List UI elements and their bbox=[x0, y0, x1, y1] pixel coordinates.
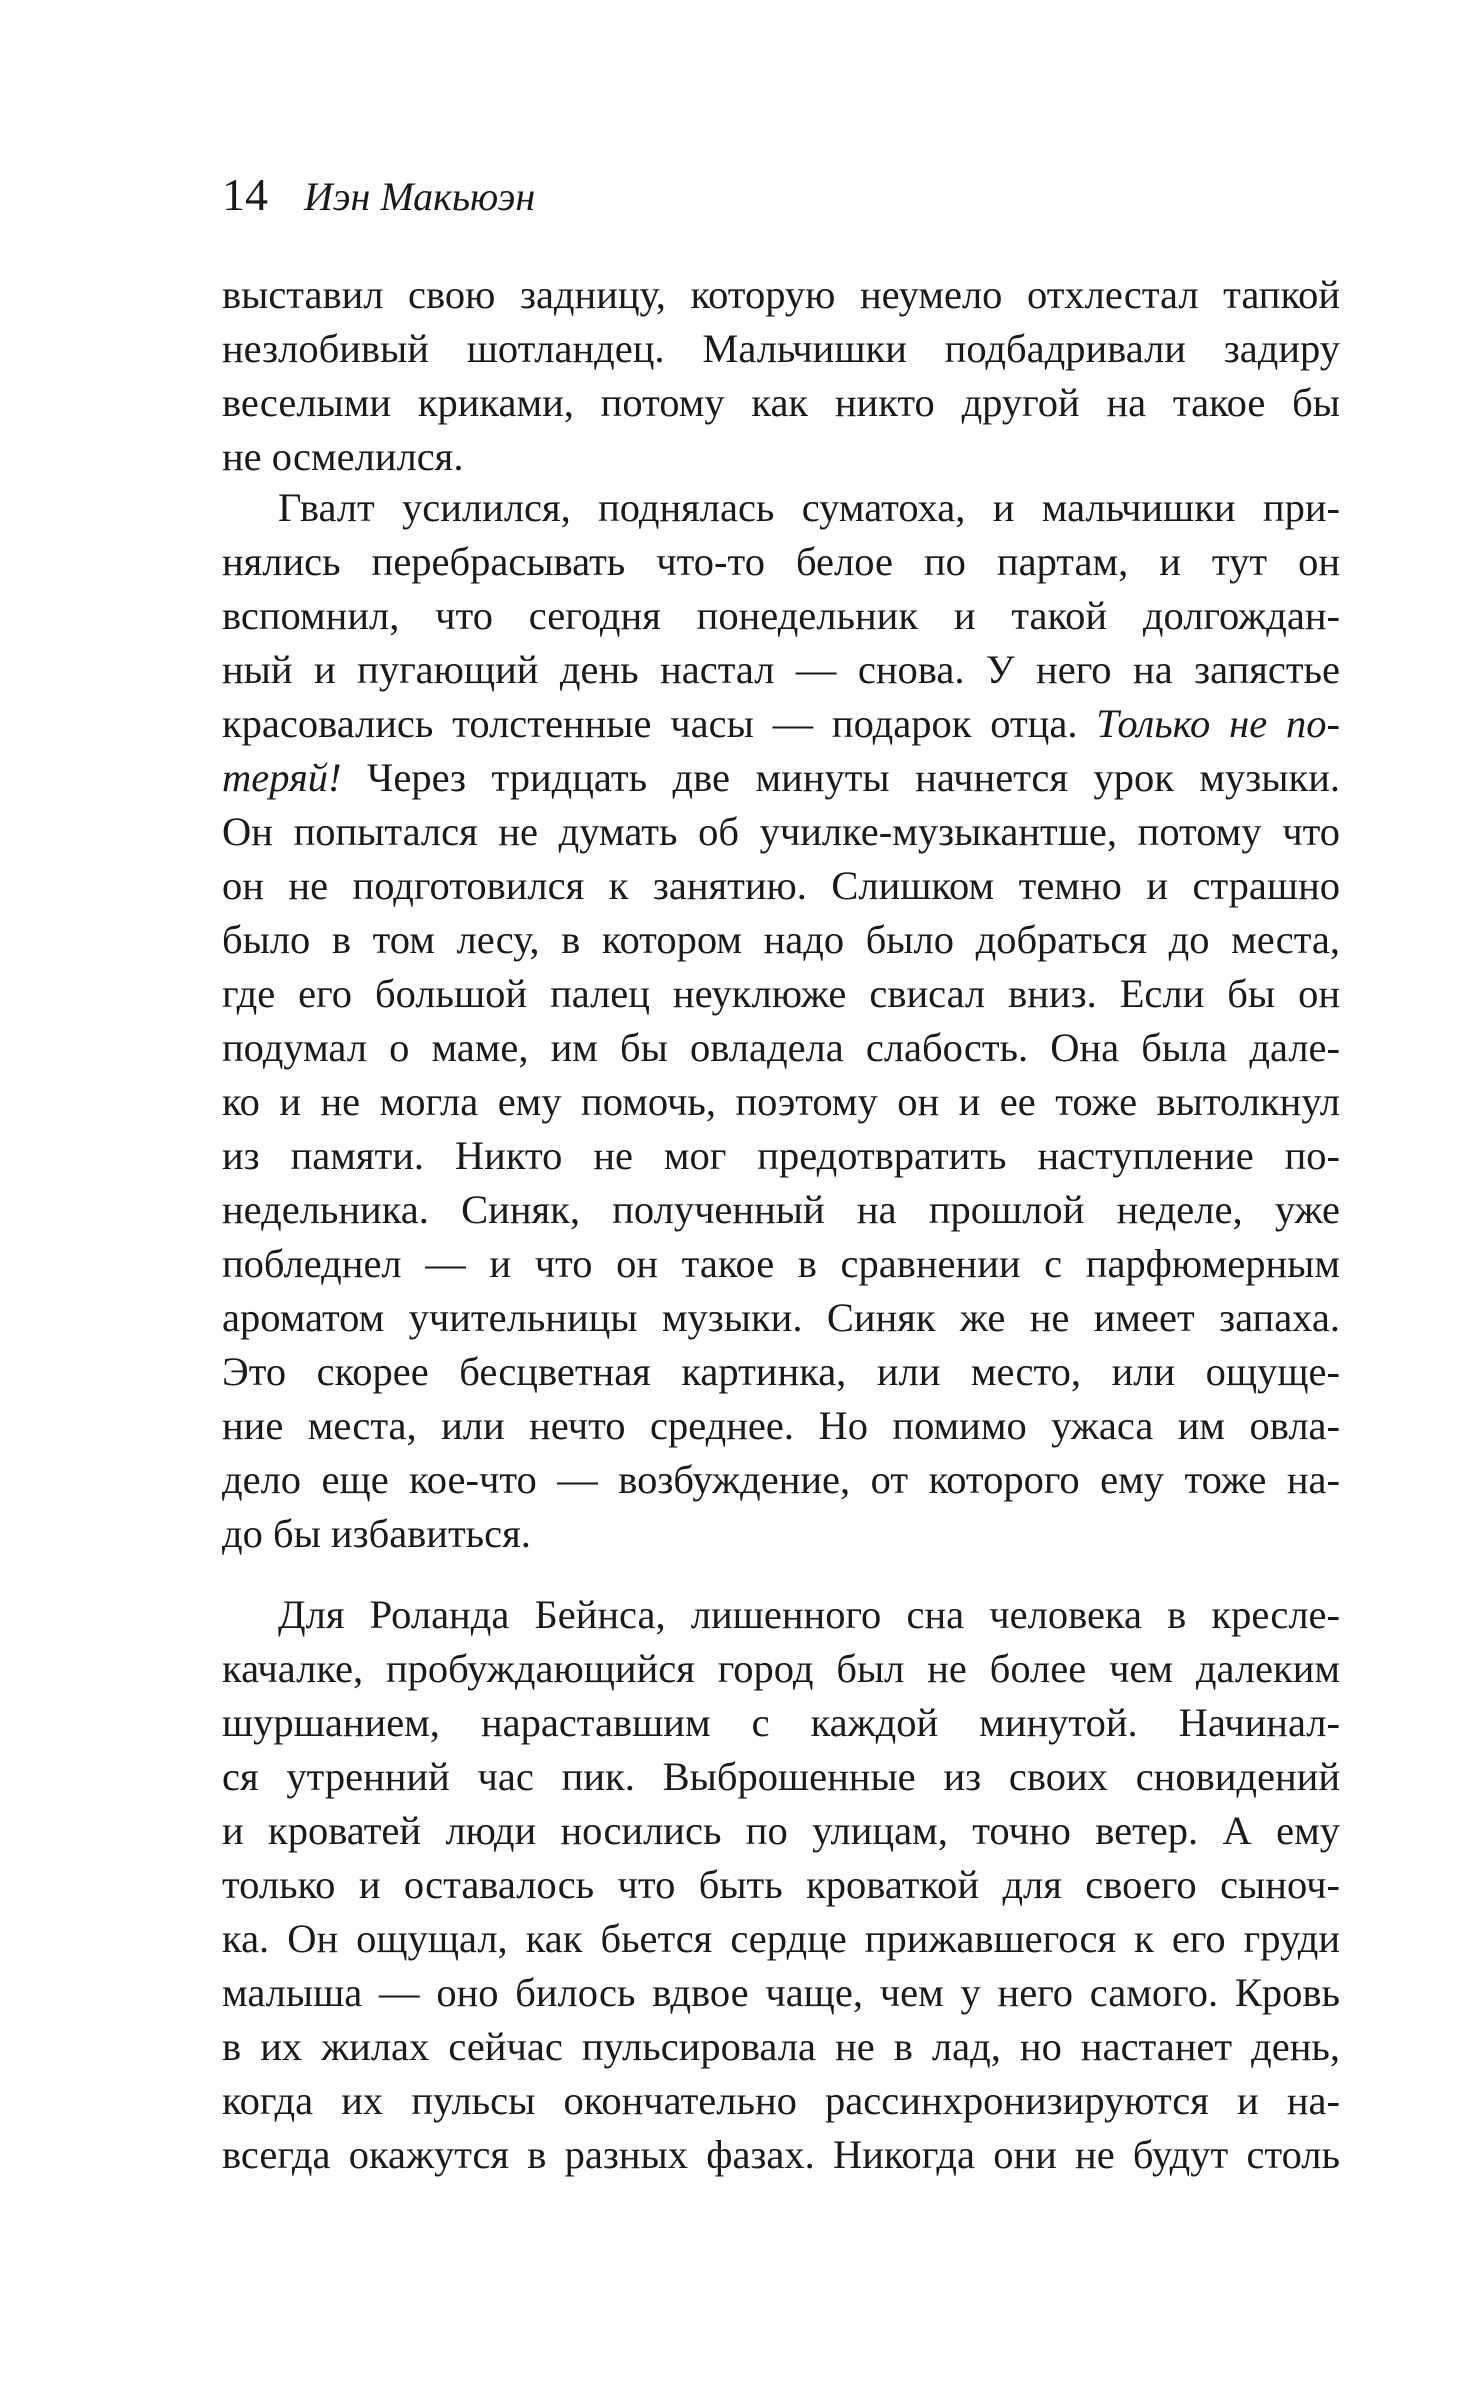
page-number: 14 bbox=[222, 169, 268, 220]
text-line: выставил свою задницу, которую неумело отхлестал тапкой bbox=[222, 272, 1340, 317]
running-head: Иэн Макьюэн bbox=[304, 174, 536, 219]
text-line: Для Роланда Бейнса, лишенного сна человека в кресле- bbox=[278, 1592, 1340, 1637]
text-line: побледнел — и что он такое в сравнении с парфюмерным bbox=[222, 1241, 1340, 1286]
italic-text: теряй! bbox=[222, 755, 342, 800]
text-line: из памяти. Никто не мог предотвратить наступление по- bbox=[222, 1133, 1340, 1178]
text-line bbox=[222, 697, 1340, 751]
text-line: недельника. Синяк, полученный на прошлой неделе, уже bbox=[222, 1187, 1340, 1232]
text-line: ный и пугающий день настал — снова. У него на запястье bbox=[222, 647, 1340, 692]
line-text: Через тридцать две минуты начнется урок музыки. bbox=[341, 755, 1340, 800]
text-line: ароматом учительницы музыки. Синяк же не имеет запаха. bbox=[222, 1295, 1340, 1340]
text-line: качалке, пробуждающийся город был не более чем далеким bbox=[222, 1646, 1340, 1691]
line-text: красовались толстенные часы — подарок отца. bbox=[222, 701, 1097, 746]
paragraph-1 bbox=[222, 268, 1340, 484]
text-line: вспомнил, что сегодня понедельник и такой долгождан- bbox=[222, 593, 1340, 638]
text-line: Гвалт усилился, поднялась суматоха, и мальчишки при- bbox=[278, 485, 1340, 530]
italic-text: Только не по- bbox=[1096, 701, 1340, 746]
paragraph-2 bbox=[222, 481, 1340, 1561]
text-line: ко и не могла ему помочь, поэтому он и ее тоже вытолкнул bbox=[222, 1079, 1340, 1124]
text-line: всегда окажутся в разных фазах. Никогда они не будут столь bbox=[222, 2132, 1340, 2177]
text-line: шуршанием, нараставшим с каждой минутой. Начинал- bbox=[222, 1700, 1340, 1745]
paragraph-3 bbox=[222, 1588, 1340, 2182]
text-line: подумал о маме, им бы овладела слабость. Она была дале- bbox=[222, 1025, 1340, 1070]
text-line: ка. Он ощущал, как бьется сердце прижавшегося к его груди bbox=[222, 1916, 1340, 1961]
text-line: ся утренний час пик. Выброшенные из своих сновидений bbox=[222, 1754, 1340, 1799]
text-line: Он попытался не думать об училке-музыкантше, потому что bbox=[222, 809, 1340, 854]
text-line: нялись перебрасывать что-то белое по партам, и тут он bbox=[222, 539, 1340, 584]
text-line: было в том лесу, в котором надо было добраться до места, bbox=[222, 917, 1340, 962]
text-line: до бы избавиться. bbox=[222, 1511, 531, 1556]
text-line: где его большой палец неуклюже свисал вниз. Если бы он bbox=[222, 971, 1340, 1016]
page-header bbox=[222, 168, 535, 228]
text-line: ние места, или нечто среднее. Но помимо ужаса им овла- bbox=[222, 1403, 1340, 1448]
text-line: незлобивый шотландец. Мальчишки подбадривали задиру bbox=[222, 326, 1340, 371]
text-line: веселыми криками, потому как никто другой на такое бы bbox=[222, 380, 1340, 425]
text-line: когда их пульсы окончательно рассинхронизируются и на- bbox=[222, 2078, 1340, 2123]
text-line bbox=[222, 751, 1340, 805]
text-line: Это скорее бесцветная картинка, или место, или ощуще- bbox=[222, 1349, 1340, 1394]
text-line: в их жилах сейчас пульсировала не в лад, но настанет день, bbox=[222, 2024, 1340, 2069]
text-line: и кроватей люди носились по улицам, точно ветер. А ему bbox=[222, 1808, 1340, 1853]
text-line: дело еще кое-что — возбуждение, от которого ему тоже на- bbox=[222, 1457, 1340, 1502]
text-line: не осмелился. bbox=[222, 434, 464, 479]
text-line: он не подготовился к занятию. Слишком темно и страшно bbox=[222, 863, 1340, 908]
text-line: только и оставалось что быть кроваткой для своего сыноч- bbox=[222, 1862, 1340, 1907]
text-line: малыша — оно билось вдвое чаще, чем у него самого. Кровь bbox=[222, 1970, 1340, 2015]
